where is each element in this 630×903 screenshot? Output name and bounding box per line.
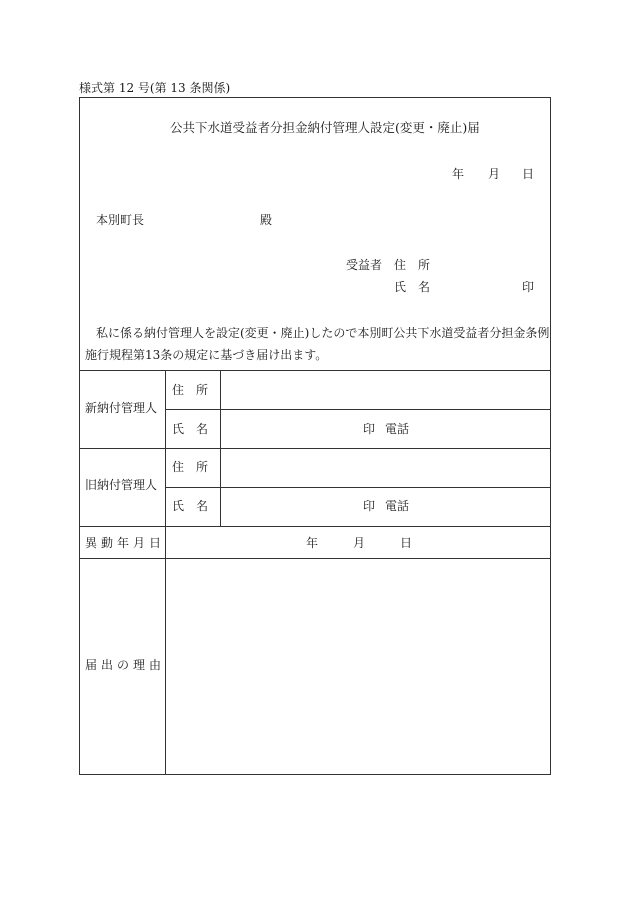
change-date-label: 異動年月日 [85, 536, 166, 550]
new-manager-name-label: 氏 名 [172, 422, 209, 436]
addressee-name: 本別町長 [96, 213, 145, 227]
table-line [165, 487, 551, 488]
form-number: 様式第 12 号(第 13 条関係) [79, 81, 231, 95]
form-frame [79, 97, 551, 775]
body-text-line1: 私に係る納付管理人を設定(変更・廃止)したので本別町公共下水道受益者分担金条例 [96, 326, 550, 340]
reason-label: 届出の理由 [85, 658, 166, 672]
table-line [79, 370, 551, 371]
old-manager-seal: 印 [363, 499, 376, 513]
new-manager-label: 新納付管理人 [85, 401, 158, 415]
table-line [79, 526, 551, 527]
table-line [220, 370, 221, 526]
applicant-name-label: 氏 名 [394, 280, 431, 294]
table-line [165, 409, 551, 410]
change-date-year: 年 [306, 536, 319, 550]
date-month: 月 [488, 167, 501, 181]
addressee-honorific: 殿 [260, 213, 273, 227]
table-line [79, 448, 551, 449]
table-line [165, 370, 166, 775]
applicant-seal: 印 [522, 280, 535, 294]
table-line [79, 558, 551, 559]
date-year: 年 [452, 167, 465, 181]
old-manager-phone-label: 電話 [385, 499, 410, 513]
change-date-month: 月 [353, 536, 366, 550]
body-text-line2: 施行規程第13条の規定に基づき届け出ます。 [85, 348, 328, 362]
old-manager-label: 旧納付管理人 [85, 478, 158, 492]
applicant-role: 受益者 [346, 258, 383, 272]
form-title: 公共下水道受益者分担金納付管理人設定(変更・廃止)届 [170, 120, 480, 135]
new-manager-phone-label: 電話 [385, 422, 410, 436]
new-manager-address-label: 住 所 [172, 383, 209, 397]
old-manager-address-label: 住 所 [172, 460, 209, 474]
old-manager-name-label: 氏 名 [172, 499, 209, 513]
date-day: 日 [522, 167, 535, 181]
new-manager-seal: 印 [363, 422, 376, 436]
applicant-address-label: 住 所 [394, 258, 431, 272]
change-date-day: 日 [400, 536, 413, 550]
